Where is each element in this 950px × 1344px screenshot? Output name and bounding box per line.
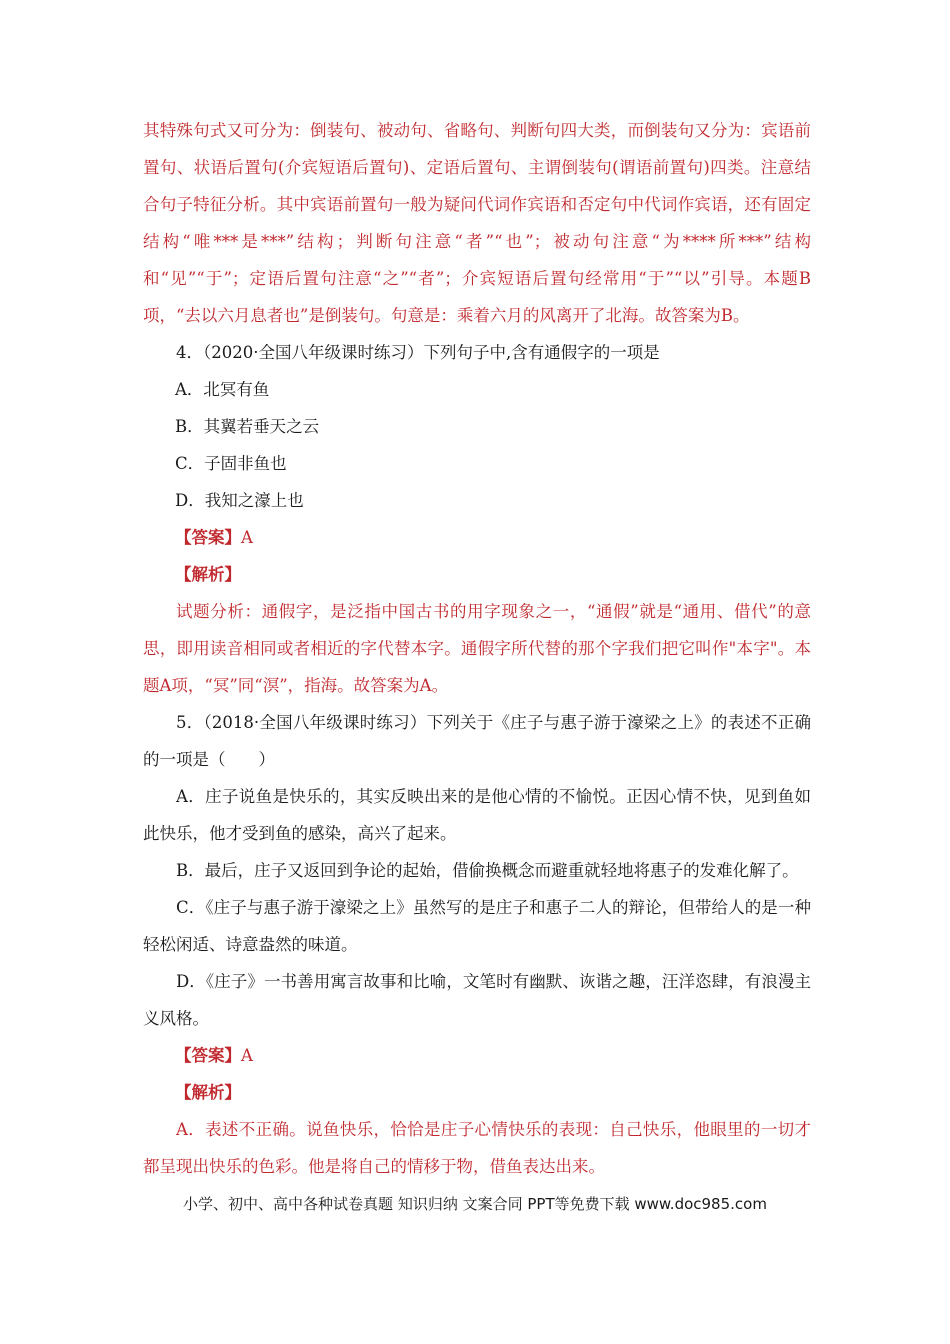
previous-analysis-text: 其特殊句式又可分为：倒装句、被动句、省略句、判断句四大类，而倒装句又分为：宾语前置句、状语后置句(介宾短语后置句)、定语后置句、主谓倒装句(谓语前置句)四类。注意结合句子特征分析。其中宾语前置句一般为疑问代词作宾语和否定句中代词作宾语，还有固定结构“唯***是***”结构；判断句注意“者”“也”；被动句注意“为****所***”结构和“见”“于”；定语后置句注意“之”“者”；介宾短语后置句经常用“于”“以”引导。本题B项，“去以六月息者也”是倒装句。句意是：乘着六月的风离开了北海。故答案为B。 <box>143 121 811 325</box>
question-5-analysis: A．表述不正确。说鱼快乐，恰恰是庄子心情快乐的表现：自己快乐，他眼里的一切才都呈现出快乐的色彩。他是将自己的情移于物，借鱼表达出来。 <box>143 1120 811 1176</box>
question-4-analysis: 试题分析：通假字，是泛指中国古书的用字现象之一，“通假”就是“通用、借代”的意思，即用读音相同或者相近的字代替本字。通假字所代替的那个字我们把它叫作"本字"。本题A项，“冥”同“溟”，指海。故答案为A。 <box>143 602 811 695</box>
question-4-option-b: B．其翼若垂天之云 <box>175 417 320 436</box>
question-5-option-a: A．庄子说鱼是快乐的，其实反映出来的是他心情的不愉悦。正因心情不快，见到鱼如此快乐，他才受到鱼的感染，高兴了起来。 <box>143 787 811 843</box>
question-5-option-b: B．最后，庄子又返回到争论的起始，借偷换概念而避重就轻地将惠子的发难化解了。 <box>176 861 799 880</box>
answer-tag: 【答案】 <box>175 528 241 547</box>
question-5-option-d: D．《庄子》一书善用寓言故事和比喻，文笔时有幽默、诙谐之趣，汪洋恣肆，有浪漫主义风格。 <box>143 972 811 1028</box>
question-5-option-c: C．《庄子与惠子游于濠梁之上》虽然写的是庄子和惠子二人的辩论，但带给人的是一种轻松闲适、诗意盎然的味道。 <box>143 898 811 954</box>
answer-tag: 【答案】 <box>175 1046 241 1065</box>
answer-value: A <box>241 528 253 547</box>
question-4-answer <box>143 519 811 556</box>
question-4-stem: 4．（2020·全国八年级课时练习）下列句子中,含有通假字的一项是 <box>176 343 660 362</box>
question-4-option-a: A．北冥有鱼 <box>175 380 270 399</box>
question-5-analysis-tag: 【解析】 <box>175 1083 241 1102</box>
question-4-analysis-tag: 【解析】 <box>175 565 241 584</box>
question-5-answer <box>143 1037 811 1074</box>
question-5-stem: 5．（2018·全国八年级课时练习）下列关于《庄子与惠子游于濠梁之上》的表述不正确的一项是（ ） <box>143 713 811 769</box>
page-footer: 小学、初中、高中各种试卷真题 知识归纳 文案合同 PPT等免费下载 www.doc985.com <box>183 1195 767 1213</box>
question-4-option-c: C．子固非鱼也 <box>175 454 287 473</box>
answer-value: A <box>241 1046 253 1065</box>
question-4-option-d: D．我知之濠上也 <box>175 491 304 510</box>
document-body <box>143 112 811 1185</box>
